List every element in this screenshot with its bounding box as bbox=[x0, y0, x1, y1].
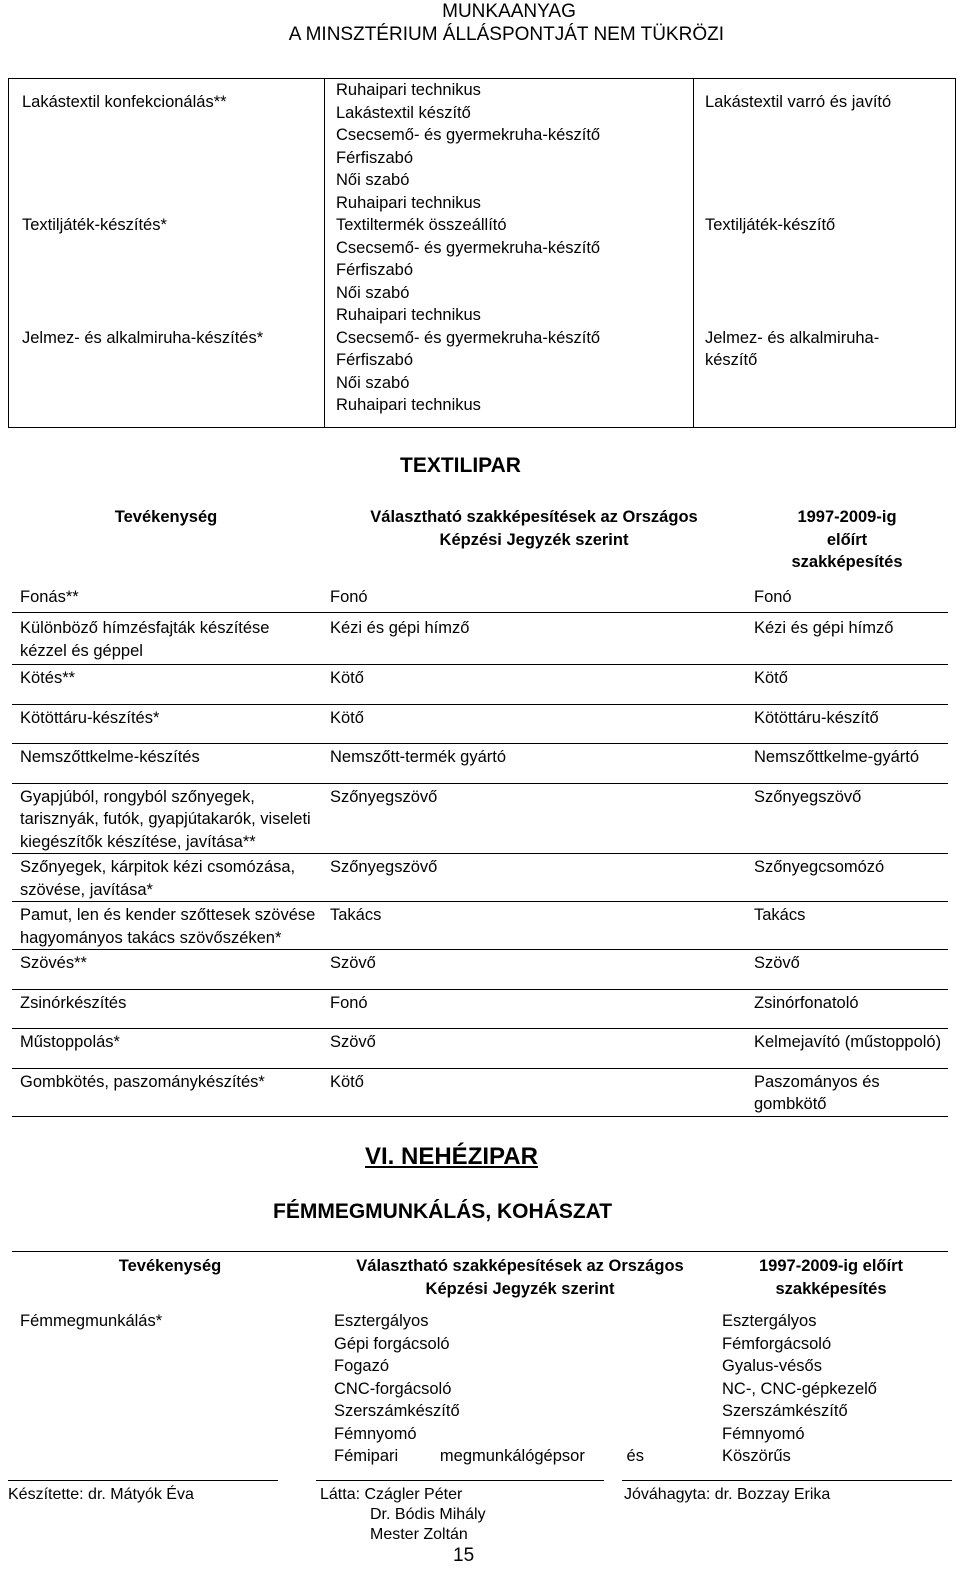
option-item: Lakástextil készítő bbox=[336, 103, 471, 122]
footer-divider bbox=[622, 1480, 952, 1481]
option-item: Fémnyomó bbox=[334, 1424, 417, 1443]
footer-approved-by: Jóváhagyta: dr. Bozzay Erika bbox=[624, 1486, 831, 1503]
old-item: Fémforgácsoló bbox=[722, 1334, 832, 1353]
column-header-options: Választható szakképesítések az Országos Képzési Jegyzék szerint bbox=[356, 1257, 684, 1298]
option-cell: Szőnyegszövő bbox=[322, 783, 746, 854]
section-subtitle-femmegmunkalas: FÉMMEGMUNKÁLÁS, KOHÁSZAT bbox=[273, 1200, 613, 1223]
old-cell: Kötő bbox=[746, 665, 948, 705]
activity-cell bbox=[9, 79, 325, 215]
option-item: Textiltermék összeállító bbox=[336, 216, 507, 234]
option-word: megmunkálógépsor bbox=[439, 1447, 585, 1465]
activity-cell: Műstoppolás* bbox=[12, 1029, 322, 1069]
table-row bbox=[12, 950, 948, 990]
old-qualification: Jelmez- és alkalmiruha-készítő bbox=[705, 328, 880, 369]
option-item: CNC-forgácsoló bbox=[334, 1379, 452, 1398]
old-cell: Kötöttáru-készítő bbox=[746, 704, 948, 744]
table-header-row bbox=[12, 1252, 948, 1301]
page-header bbox=[124, 0, 724, 46]
option-item-justified bbox=[334, 1445, 644, 1468]
option-cell: Szőnyegszövő bbox=[322, 854, 746, 902]
option-cell: Kötő bbox=[322, 704, 746, 744]
activity-label: Jelmez- és alkalmiruha-készítés* bbox=[22, 328, 264, 347]
section-title-textilipar: TEXTILIPAR bbox=[400, 454, 521, 477]
table-textilipar bbox=[12, 506, 948, 1117]
activity-cell: Kötöttáru-készítés* bbox=[12, 704, 322, 744]
option-item: Ruhaipari technikus bbox=[336, 396, 481, 414]
activity-cell: Gyapjúból, rongyból szőnyegek, tarisznyák, futók, gyapjútakarók, viseleti kiegészítők készítése, javítása** bbox=[12, 783, 322, 854]
option-item: Esztergályos bbox=[334, 1312, 429, 1330]
old-item: NC-, CNC-gépkezelő bbox=[722, 1379, 877, 1398]
option-item: Férfiszabó bbox=[336, 261, 414, 279]
footer-divider bbox=[316, 1480, 604, 1481]
table-row bbox=[12, 1029, 948, 1069]
column-header-activity: Tevékenység bbox=[114, 508, 218, 526]
option-item: Női szabó bbox=[336, 283, 410, 302]
header-line-1: MUNKAANYAG bbox=[442, 1, 576, 22]
options-cell bbox=[325, 79, 694, 215]
table-row bbox=[9, 327, 956, 428]
option-item: Csecsemő- és gyermekruha-készítő bbox=[336, 126, 601, 144]
table-header-row bbox=[12, 506, 948, 574]
old-cell bbox=[694, 327, 956, 428]
activity-label: Lakástextil konfekcionálás** bbox=[22, 93, 227, 111]
activity-cell: Fémmegmunkálás* bbox=[20, 1312, 163, 1330]
table-row bbox=[12, 854, 948, 902]
table-row bbox=[12, 1310, 948, 1468]
option-item: Szerszámkészítő bbox=[334, 1402, 460, 1420]
old-cell: Szövő bbox=[746, 950, 948, 990]
page-number: 15 bbox=[453, 1545, 475, 1566]
table-row bbox=[12, 744, 948, 784]
old-cell: Zsinórfonatoló bbox=[746, 989, 948, 1029]
old-cell: Nemszőttkelme-gyártó bbox=[746, 744, 948, 784]
activity-cell: Zsinórkészítés bbox=[12, 989, 322, 1029]
option-item: Fogazó bbox=[334, 1357, 390, 1375]
footer-seen-by-3: Mester Zoltán bbox=[370, 1526, 468, 1543]
options-cell bbox=[325, 214, 694, 327]
table-nehezipar bbox=[12, 1251, 948, 1468]
option-item: Női szabó bbox=[336, 171, 410, 189]
option-word: és bbox=[626, 1447, 644, 1465]
header-line-2: A MINSZTÉRIUM ÁLLÁSPONTJÁT NEM TÜKRÖZI bbox=[288, 24, 724, 45]
old-cell bbox=[694, 214, 956, 327]
old-item: Esztergályos bbox=[722, 1312, 817, 1330]
option-item: Férfiszabó bbox=[336, 148, 414, 167]
old-cell: Kelmejavító (műstoppoló) bbox=[746, 1029, 948, 1069]
old-qualification: Lakástextil varró és javító bbox=[705, 93, 892, 111]
old-item: Fémnyomó bbox=[722, 1424, 805, 1443]
table-ruhaipar bbox=[8, 78, 956, 428]
option-cell: Szövő bbox=[322, 1029, 746, 1069]
old-cell: Takács bbox=[746, 902, 948, 950]
activity-cell: Pamut, len és kender szőttesek szövése hagyományos takács szövőszéken* bbox=[12, 902, 322, 950]
column-header-old: 1997-2009-ig előírt szakképesítés bbox=[759, 1257, 903, 1298]
old-qualification: Textiljáték-készítő bbox=[705, 216, 836, 234]
old-cell: Fonó bbox=[746, 586, 948, 613]
option-cell: Kötő bbox=[322, 1068, 746, 1116]
activity-cell: Szövés** bbox=[12, 950, 322, 990]
old-item: Gyalus-vésős bbox=[722, 1357, 822, 1375]
options-cell bbox=[326, 1310, 714, 1468]
old-cell: Kézi és gépi hímző bbox=[746, 613, 948, 665]
activity-cell: Különböző hímzésfajták készítése kézzel és géppel bbox=[12, 613, 322, 665]
old-item: Szerszámkészítő bbox=[722, 1402, 848, 1420]
activity-cell: Szőnyegek, kárpitok kézi csomózása, szövése, javítása* bbox=[12, 854, 322, 902]
option-item: Férfiszabó bbox=[336, 351, 414, 369]
option-item: Csecsemő- és gyermekruha-készítő bbox=[336, 238, 601, 257]
option-cell: Kézi és gépi hímző bbox=[322, 613, 746, 665]
column-header-activity: Tevékenység bbox=[118, 1257, 222, 1275]
activity-cell: Fonás** bbox=[12, 586, 322, 613]
option-item: Ruhaipari technikus bbox=[336, 81, 481, 99]
option-item: Ruhaipari technikus bbox=[336, 306, 481, 324]
section-title-nehezipar: VI. NEHÉZIPAR bbox=[365, 1143, 538, 1170]
page-footer bbox=[0, 1470, 960, 1587]
table-row bbox=[12, 902, 948, 950]
table-row bbox=[9, 214, 956, 327]
option-cell: Kötő bbox=[322, 665, 746, 705]
old-cell bbox=[694, 79, 956, 215]
option-cell: Fonó bbox=[322, 586, 746, 613]
option-item: Női szabó bbox=[336, 373, 410, 392]
footer-seen-by-2: Dr. Bódis Mihály bbox=[370, 1506, 486, 1523]
activity-cell: Gombkötés, paszománykészítés* bbox=[12, 1068, 322, 1116]
footer-prepared-by: Készítette: dr. Mátyók Éva bbox=[8, 1486, 194, 1503]
option-item: Gépi forgácsoló bbox=[334, 1334, 450, 1353]
option-item: Ruhaipari technikus bbox=[336, 193, 481, 212]
footer-divider bbox=[8, 1480, 278, 1481]
table-row bbox=[12, 665, 948, 705]
activity-cell: Nemszőttkelme-készítés bbox=[12, 744, 322, 784]
table-row bbox=[12, 613, 948, 665]
activity-cell bbox=[9, 214, 325, 327]
option-cell: Szövő bbox=[322, 950, 746, 990]
option-cell: Nemszőtt-termék gyártó bbox=[322, 744, 746, 784]
option-item: Csecsemő- és gyermekruha-készítő bbox=[336, 328, 601, 347]
table-row bbox=[12, 989, 948, 1029]
option-word: Fémipari bbox=[334, 1447, 399, 1465]
table-row bbox=[12, 704, 948, 744]
option-cell: Takács bbox=[322, 902, 746, 950]
column-header-options: Választható szakképesítések az Országos Képzési Jegyzék szerint bbox=[370, 508, 698, 549]
column-header-old: 1997-2009-ig előírt szakképesítés bbox=[791, 508, 903, 571]
activity-cell: Kötés** bbox=[12, 665, 322, 705]
footer-seen-by: Látta: Czágler Péter bbox=[320, 1486, 463, 1503]
activity-label: Textiljáték-készítés* bbox=[22, 216, 167, 234]
options-cell bbox=[325, 327, 694, 428]
old-cell: Szőnyegcsomózó bbox=[746, 854, 948, 902]
old-cell: Paszományos és gombkötő bbox=[746, 1068, 948, 1116]
old-item: Köszörűs bbox=[722, 1447, 791, 1465]
old-cell bbox=[714, 1310, 948, 1468]
table-row bbox=[12, 1068, 948, 1116]
old-cell: Szőnyegszövő bbox=[746, 783, 948, 854]
table-row bbox=[12, 586, 948, 613]
option-cell: Fonó bbox=[322, 989, 746, 1029]
activity-cell bbox=[9, 327, 325, 428]
table-row bbox=[12, 783, 948, 854]
table-row bbox=[9, 79, 956, 215]
